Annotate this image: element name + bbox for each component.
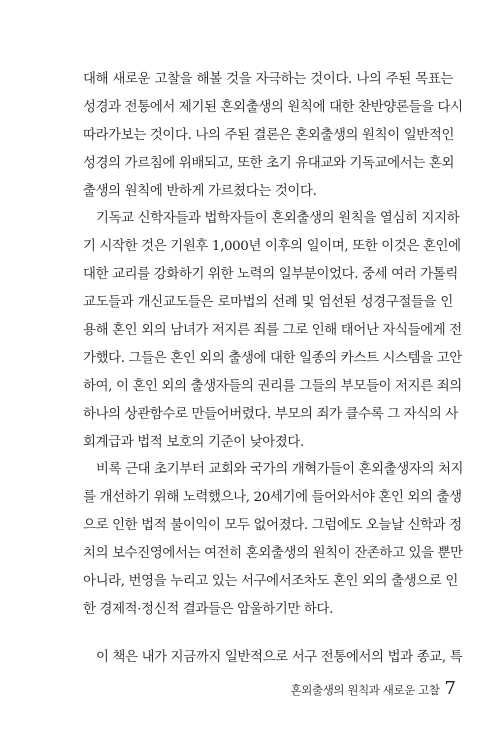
paragraph-1 xyxy=(83,66,463,205)
paragraph-4 xyxy=(83,644,463,672)
text-line: 출생의 원칙에 반하게 가르쳤다는 것이다. xyxy=(83,183,317,199)
text-line: 대한 교리를 강화하기 위한 노력의 일부분이었다. 중세 여러 가톨릭 xyxy=(83,267,458,283)
body-text xyxy=(83,66,464,672)
text-line: 대해 새로운 고찰을 해볼 것을 자극하는 것이다. 나의 주된 목표는 xyxy=(83,72,453,87)
page-footer xyxy=(250,678,456,702)
page-number: 7 xyxy=(444,678,456,699)
text-line: 기 시작한 것은 기원후 1,000년 이후의 일이며, 또한 이것은 혼인에 xyxy=(83,239,461,255)
text-line: 따라가보는 것이다. 나의 주된 결론은 혼외출생의 원칙이 일반적인 xyxy=(83,127,455,143)
text-line: 성경의 가르침에 위배되고, 또한 초기 유대교와 기독교에서는 혼외 xyxy=(83,155,455,171)
text-line: 비록 근대 초기부터 교회와 국가의 개혁가들이 혼외출생자의 처지 xyxy=(96,462,464,478)
text-line: 가했다. 그들은 혼인 외의 출생에 대한 일종의 카스트 시스템을 고안 xyxy=(83,350,462,366)
paragraph-2 xyxy=(83,205,462,456)
text-line: 한 경제적·정신적 결과들은 암울하기만 하다. xyxy=(83,601,333,617)
text-line: 이 책은 내가 지금까지 일반적으로 서구 전통에서의 법과 종교, 특 xyxy=(96,649,463,665)
text-line: 아니라, 번영을 누리고 있는 서구에서조차도 혼인 외의 출생으로 인 xyxy=(83,574,458,590)
paragraph-gap xyxy=(83,624,453,644)
text-line: 를 개선하기 위해 노력했으나, 20세기에 들어와서야 혼인 외의 출생 xyxy=(83,490,462,506)
text-line: 교도들과 개신교도들은 로마법의 선례 및 엄선된 성경구절들을 인 xyxy=(83,295,453,311)
text-line: 기독교 신학자들과 법학자들이 혼외출생의 원칙을 열심히 지지하 xyxy=(96,211,460,227)
text-line: 용해 혼인 외의 남녀가 저지른 죄를 그로 인해 태어난 자식들에게 전 xyxy=(83,323,462,339)
text-line: 하여, 이 혼인 외의 출생자들의 권리를 그들의 부모들이 저지른 죄의 xyxy=(83,378,462,394)
text-line: 치의 보수진영에서는 여전히 혼외출생의 원칙이 잔존하고 있을 뿐만 xyxy=(83,546,463,562)
text-line: 하나의 상관함수로 만들어버렸다. 부모의 죄가 클수록 그 자식의 사 xyxy=(83,406,458,422)
text-line: 성경과 전통에서 제기된 혼외출생의 원칙에 대한 찬반양론들을 다시 xyxy=(83,99,463,115)
paragraph-3 xyxy=(83,456,464,623)
text-line: 회계급과 법적 보호의 기준이 낮아졌다. xyxy=(83,434,304,450)
running-title: 혼외출생의 원칙과 새로운 고찰 xyxy=(290,683,440,697)
text-line: 으로 인한 법적 불이익이 모두 없어졌다. 그럼에도 오늘날 신학과 정 xyxy=(83,518,462,534)
